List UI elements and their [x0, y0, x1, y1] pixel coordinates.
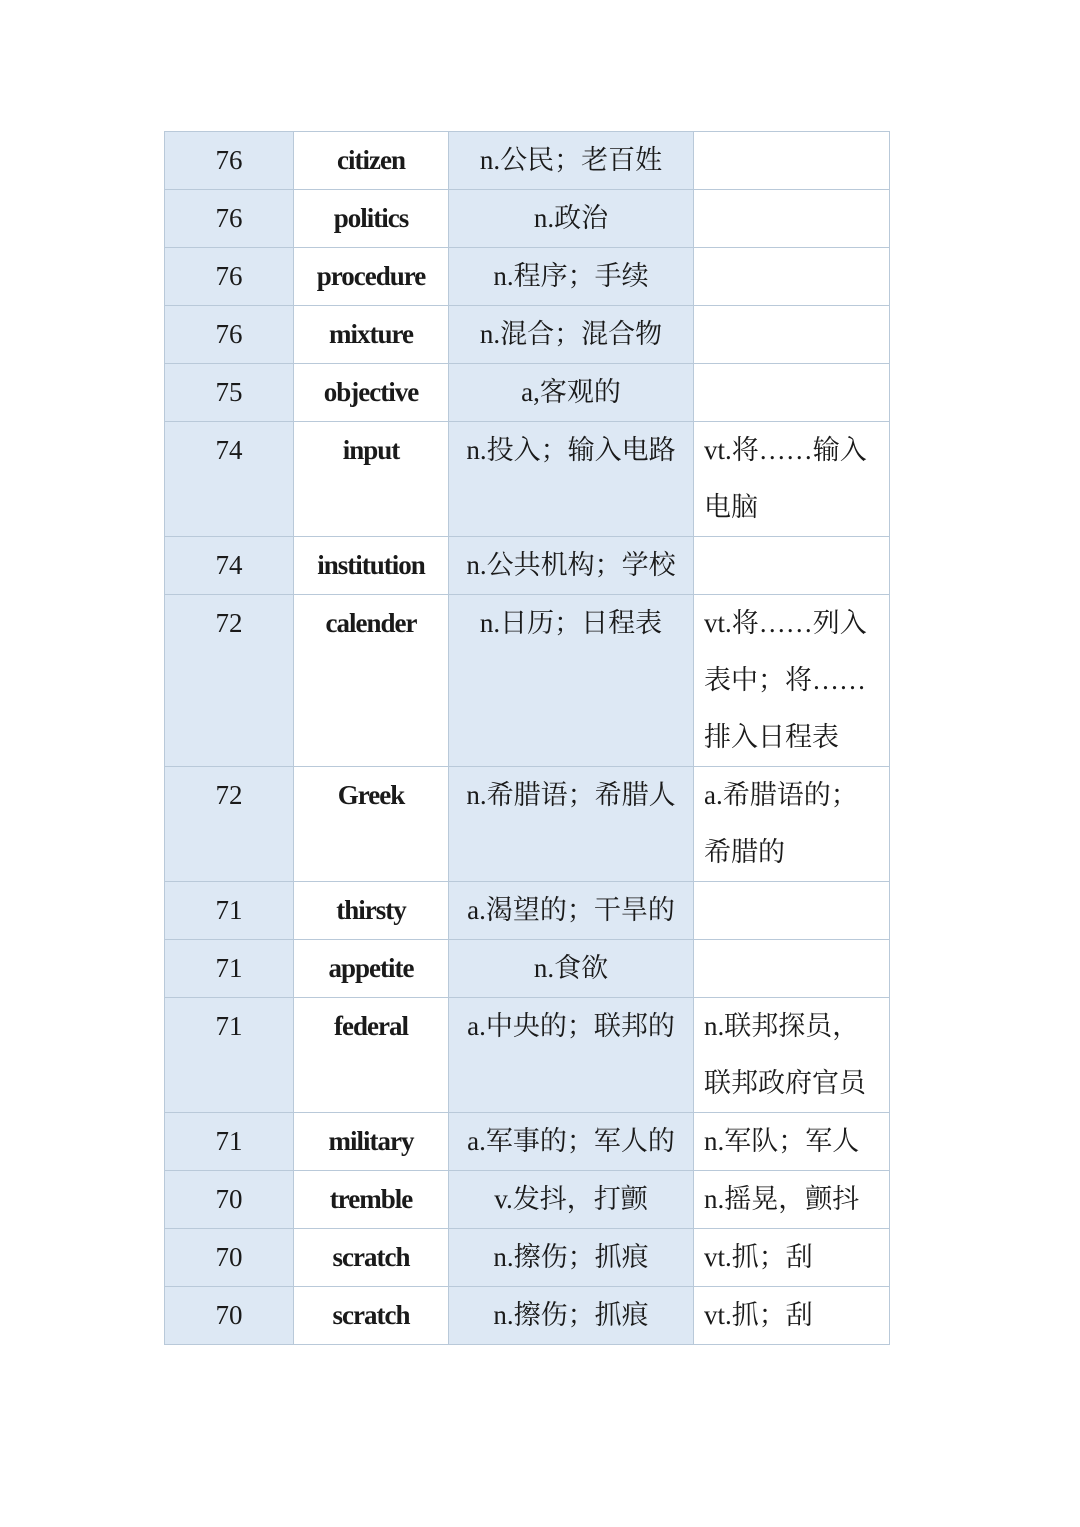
frequency-cell: 76 [165, 132, 294, 190]
table-row [165, 306, 890, 364]
primary-meaning-cell: a.军事的；军人的 [449, 1113, 694, 1171]
table-row [165, 132, 890, 190]
word-cell: mixture [294, 306, 449, 364]
word-cell: Greek [294, 767, 449, 882]
primary-meaning-cell: a,客观的 [449, 364, 694, 422]
primary-meaning-cell: a.渴望的；干旱的 [449, 882, 694, 940]
word-cell: procedure [294, 248, 449, 306]
secondary-meaning-cell: vt.抓；刮 [694, 1229, 890, 1287]
frequency-cell: 71 [165, 998, 294, 1113]
primary-meaning-cell: n.程序；手续 [449, 248, 694, 306]
secondary-meaning-cell [694, 882, 890, 940]
vocabulary-table [164, 131, 890, 1345]
primary-meaning-cell: v.发抖，打颤 [449, 1171, 694, 1229]
word-cell: input [294, 422, 449, 537]
secondary-meaning-cell [694, 940, 890, 998]
secondary-meaning-cell [694, 132, 890, 190]
table-row [165, 364, 890, 422]
frequency-cell: 76 [165, 248, 294, 306]
secondary-meaning-cell: n.军队；军人 [694, 1113, 890, 1171]
primary-meaning-cell: a.中央的；联邦的 [449, 998, 694, 1113]
word-cell: appetite [294, 940, 449, 998]
table-row [165, 1113, 890, 1171]
secondary-meaning-cell [694, 248, 890, 306]
secondary-meaning-cell [694, 364, 890, 422]
secondary-meaning-cell: vt.抓；刮 [694, 1287, 890, 1345]
secondary-meaning-cell: n.联邦探员，联邦政府官员 [694, 998, 890, 1113]
secondary-meaning-cell [694, 190, 890, 248]
primary-meaning-cell: n.希腊语；希腊人 [449, 767, 694, 882]
word-cell: politics [294, 190, 449, 248]
table-row [165, 767, 890, 882]
table-row [165, 537, 890, 595]
frequency-cell: 74 [165, 537, 294, 595]
frequency-cell: 76 [165, 190, 294, 248]
word-cell: objective [294, 364, 449, 422]
word-cell: scratch [294, 1229, 449, 1287]
primary-meaning-cell: n.食欲 [449, 940, 694, 998]
frequency-cell: 74 [165, 422, 294, 537]
word-cell: federal [294, 998, 449, 1113]
frequency-cell: 72 [165, 767, 294, 882]
primary-meaning-cell: n.混合；混合物 [449, 306, 694, 364]
secondary-meaning-cell: a.希腊语的；希腊的 [694, 767, 890, 882]
table-row [165, 882, 890, 940]
table-row [165, 1229, 890, 1287]
frequency-cell: 70 [165, 1171, 294, 1229]
secondary-meaning-cell [694, 306, 890, 364]
word-cell: tremble [294, 1171, 449, 1229]
primary-meaning-cell: n.投入；输入电路 [449, 422, 694, 537]
table-row [165, 1171, 890, 1229]
frequency-cell: 76 [165, 306, 294, 364]
table-row [165, 998, 890, 1113]
frequency-cell: 71 [165, 1113, 294, 1171]
table-row [165, 940, 890, 998]
word-cell: thirsty [294, 882, 449, 940]
secondary-meaning-cell [694, 537, 890, 595]
frequency-cell: 71 [165, 940, 294, 998]
table-row [165, 1287, 890, 1345]
frequency-cell: 70 [165, 1287, 294, 1345]
secondary-meaning-cell: n.摇晃，颤抖 [694, 1171, 890, 1229]
primary-meaning-cell: n.擦伤；抓痕 [449, 1229, 694, 1287]
secondary-meaning-cell: vt.将……输入电脑 [694, 422, 890, 537]
vocabulary-table-body [165, 132, 890, 1345]
frequency-cell: 75 [165, 364, 294, 422]
table-row [165, 248, 890, 306]
primary-meaning-cell: n.擦伤；抓痕 [449, 1287, 694, 1345]
primary-meaning-cell: n.日历；日程表 [449, 595, 694, 767]
primary-meaning-cell: n.政治 [449, 190, 694, 248]
word-cell: scratch [294, 1287, 449, 1345]
secondary-meaning-cell: vt.将……列入表中；将……排入日程表 [694, 595, 890, 767]
word-cell: calender [294, 595, 449, 767]
primary-meaning-cell: n.公民；老百姓 [449, 132, 694, 190]
table-row [165, 422, 890, 537]
table-row [165, 595, 890, 767]
word-cell: military [294, 1113, 449, 1171]
word-cell: citizen [294, 132, 449, 190]
frequency-cell: 70 [165, 1229, 294, 1287]
frequency-cell: 72 [165, 595, 294, 767]
primary-meaning-cell: n.公共机构；学校 [449, 537, 694, 595]
word-cell: institution [294, 537, 449, 595]
frequency-cell: 71 [165, 882, 294, 940]
table-row [165, 190, 890, 248]
